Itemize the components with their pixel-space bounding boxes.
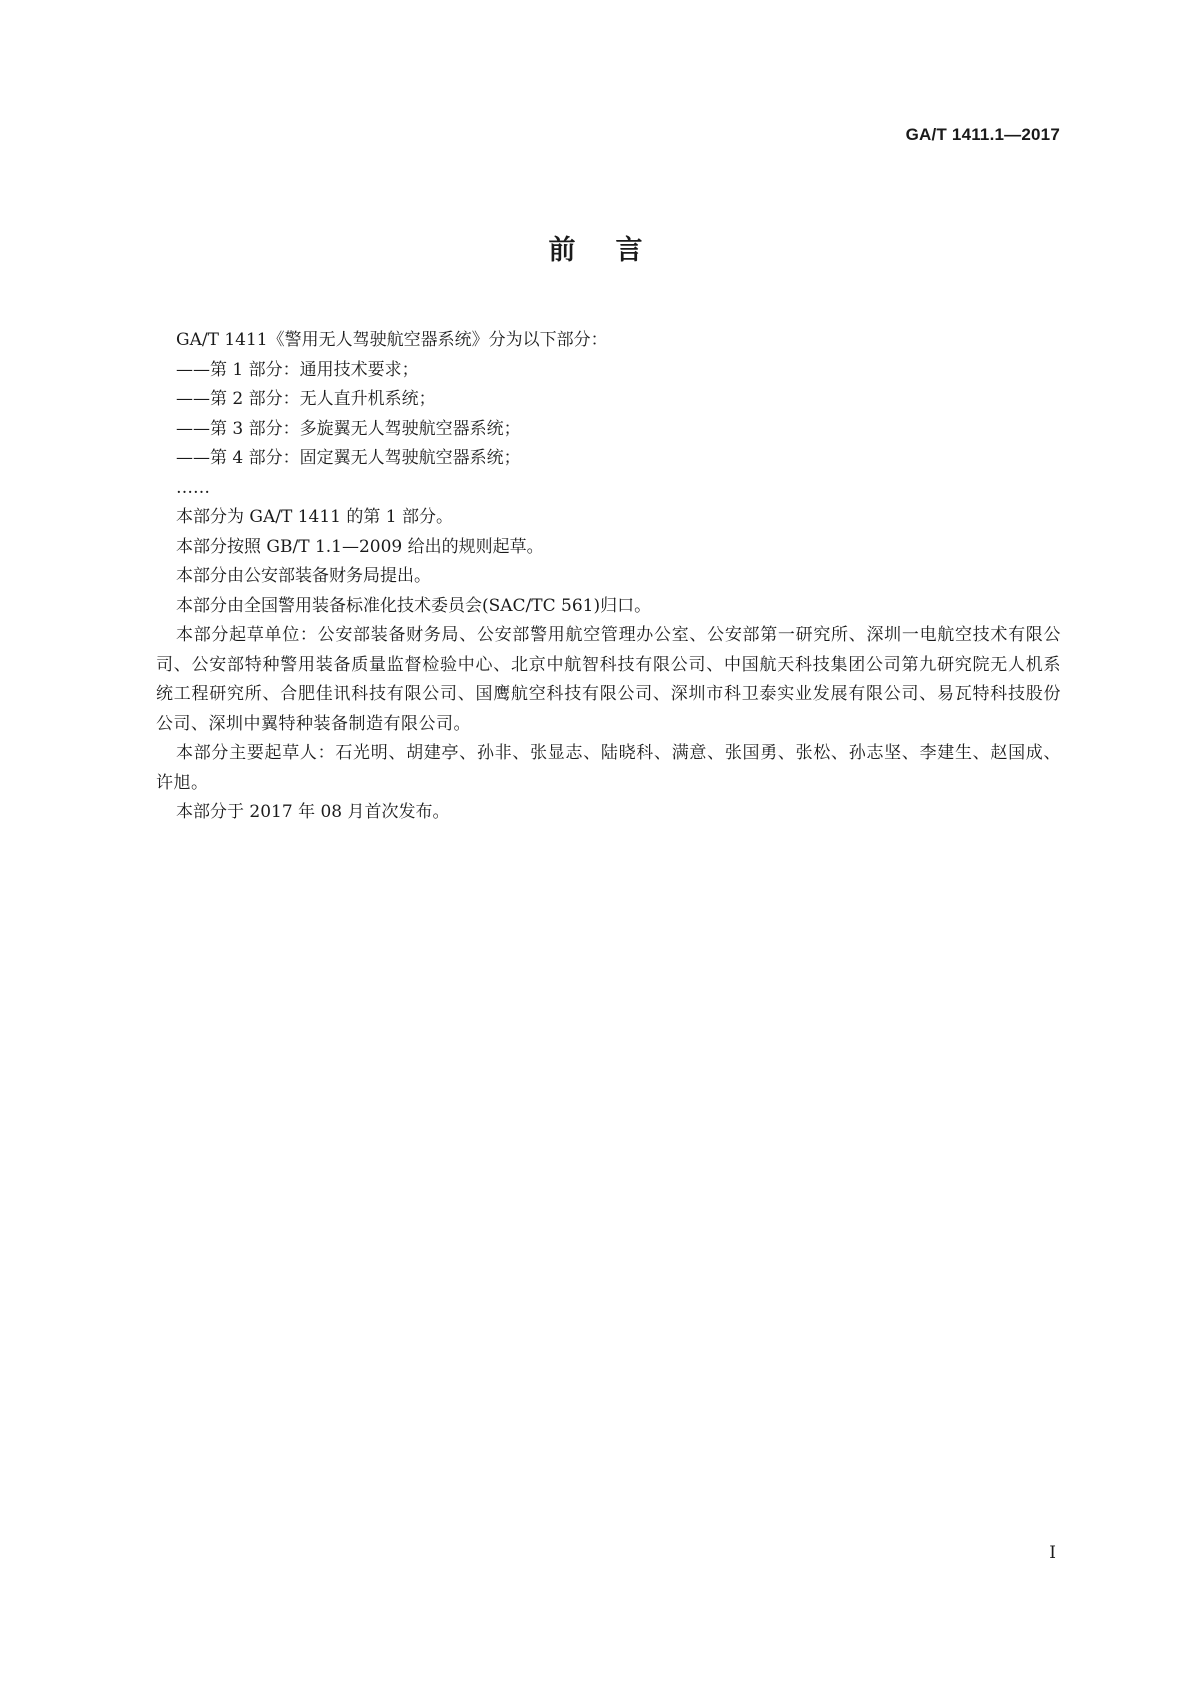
drafting-rules-statement: 本部分按照 GB/T 1.1—2009 给出的规则起草。 — [176, 536, 544, 557]
standard-code: GA/T 1411.1—2017 — [905, 125, 1060, 144]
page-title: 前言 — [548, 235, 683, 266]
part-list-item: ——第 2 部分：无人直升机系统； — [176, 389, 436, 409]
first-published-statement: 本部分于 2017 年 08 月首次发布。 — [176, 802, 450, 822]
series-line: GA/T 1411《警用无人驾驶航空器系统》分为以下部分： — [176, 330, 608, 350]
drafting-units-paragraph: 本部分起草单位：公安部装备财务局、公安部警用航空管理办公室、公安部第一研究所、深圳一电航空技术有限公司、公安部特种警用装备质量监督检验中心、北京中航智科技有限公司、中国航天科技集团公司第九研究院无人机系统工程研究所、合肥佳讯科技有限公司、国鹰航空科技有限公司、深圳市科卫泰实业发展有限公司、易瓦特科技股份公司、深圳中翼特种装备制造有限公司。 — [156, 625, 1061, 734]
part-list-item: ——第 3 部分：多旋翼无人驾驶航空器系统； — [176, 418, 521, 439]
managed-by-statement: 本部分由全国警用装备标准化技术委员会(SAC/TC 561)归口。 — [176, 595, 652, 616]
part-of-statement: 本部分为 GA/T 1411 的第 1 部分。 — [176, 507, 454, 527]
proposed-by-statement: 本部分由公安部装备财务局提出。 — [176, 566, 431, 586]
drafters-paragraph: 本部分主要起草人：石光明、胡建亭、孙非、张显志、陆晓科、满意、张国勇、张松、孙志坚、李建生、赵国成、许旭。 — [156, 743, 1061, 793]
foreword-body — [156, 326, 1061, 828]
part-list-item: ——第 4 部分：固定翼无人驾驶航空器系统； — [176, 448, 521, 468]
page-number: I — [1049, 1543, 1056, 1563]
ellipsis: …… — [176, 477, 210, 498]
part-list-item: ——第 1 部分：通用技术要求； — [176, 359, 419, 380]
